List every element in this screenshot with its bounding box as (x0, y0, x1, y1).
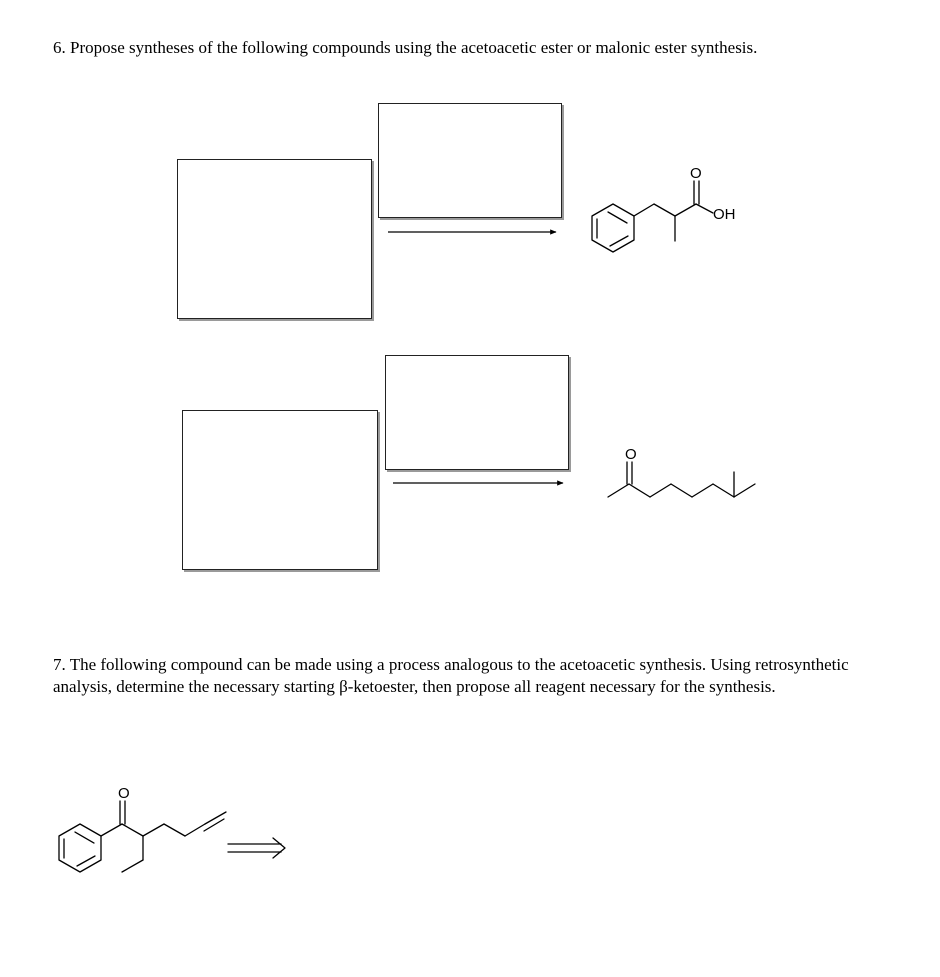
product-6a-carbonyl-o: O (690, 165, 702, 182)
product-6a-hydroxyl: OH (713, 206, 736, 223)
retrosynthesis-arrow (228, 838, 285, 858)
question-6-text: 6. Propose syntheses of the following compounds using the acetoacetic ester or malonic ester synthesis. (53, 38, 758, 57)
product-6b-structure (608, 462, 755, 497)
question-7-text: 7. The following compound can be made using a process analogous to the acetoacetic synthesis. Using retrosynthetic analysis, determine the necessary starting β-ketoester, then propose all reagent necessary for the synthesis. (53, 655, 849, 696)
product-6b-carbonyl-o: O (625, 446, 637, 463)
question-7-carbonyl-o: O (118, 785, 130, 802)
product-6a-structure (592, 181, 713, 252)
question-7-compound-structure (59, 801, 226, 872)
